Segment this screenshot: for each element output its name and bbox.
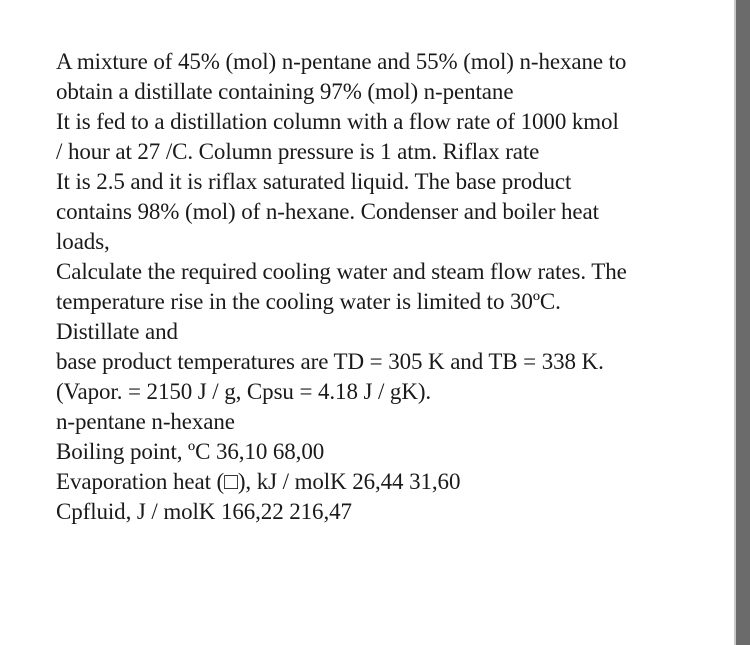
text-line-1: A mixture of 45% (mol) n-pentane and 55% (mol) n-hexane to (56, 49, 627, 74)
text-line-12: (Vapor. = 2150 J / g, Cpsu = 4.18 J / gK). (56, 379, 432, 404)
text-line-6: contains 98% (mol) of n-hexane. Condenser and boiler heat (56, 199, 599, 224)
text-line-8: Calculate the required cooling water and steam flow rates. The (56, 259, 627, 284)
text-line-15: Evaporation heat (□), kJ / molK 26,44 31,60 (56, 469, 461, 494)
text-line-2: obtain a distillate containing 97% (mol) n-pentane (56, 79, 514, 104)
text-line-9: temperature rise in the cooling water is limited to 30ºC. (56, 289, 561, 314)
text-line-7: loads, (56, 229, 110, 254)
problem-text (56, 47, 726, 527)
text-line-4: / hour at 27 /C. Column pressure is 1 atm. Riflax rate (56, 139, 540, 164)
text-line-10: Distillate and (56, 319, 178, 344)
text-line-11: base product temperatures are TD = 305 K and TB = 338 K. (56, 349, 604, 374)
text-line-14: Boiling point, ºC 36,10 68,00 (56, 439, 325, 464)
text-line-16: Cpfluid, J / molK 166,22 216,47 (56, 499, 352, 524)
scrollbar-track[interactable] (736, 0, 750, 645)
text-line-13: n-pentane n-hexane (56, 409, 235, 434)
text-line-3: It is fed to a distillation column with a flow rate of 1000 kmol (56, 109, 619, 134)
text-line-5: It is 2.5 and it is riflax saturated liquid. The base product (56, 169, 572, 194)
